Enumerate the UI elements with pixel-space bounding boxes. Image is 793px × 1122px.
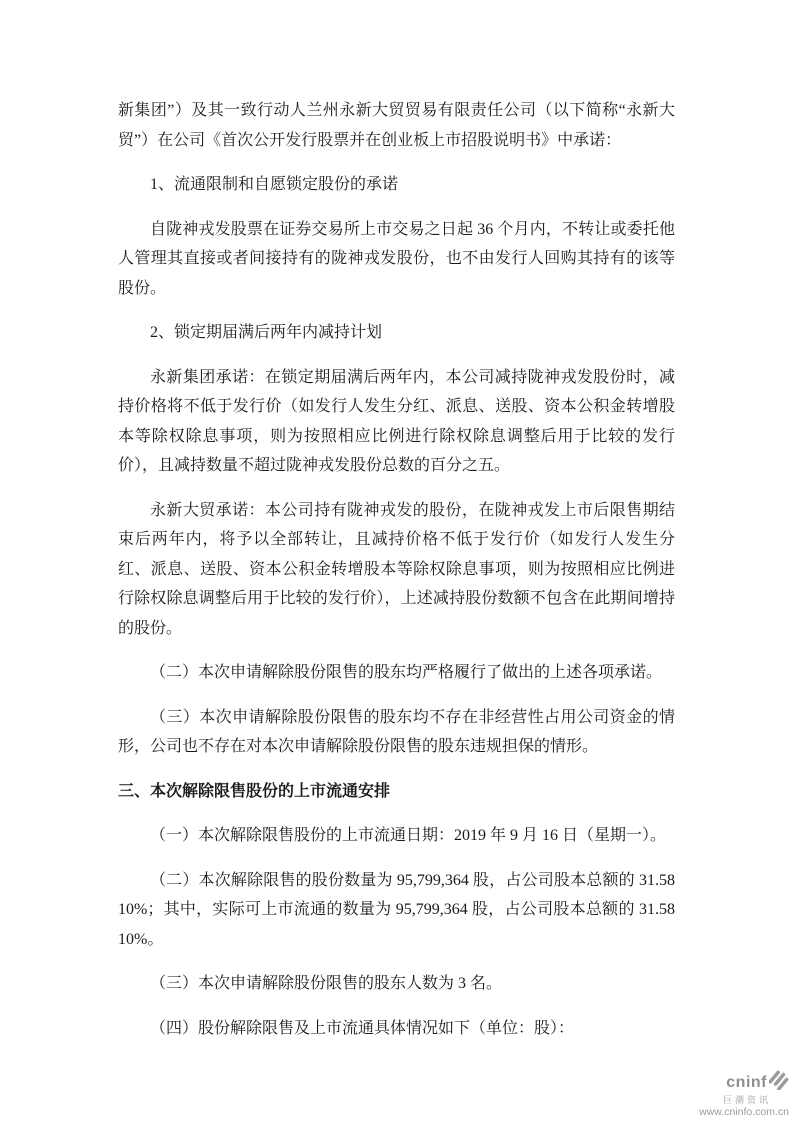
document-body: [118, 96, 675, 1058]
paragraph-yongxin-damao-commitment: 永新大贸承诺：本公司持有陇神戎发的股份，在陇神戎发上市后限售期结束后两年内，将予以全部转让，且减持价格不低于发行价（如发行人发生分红、派息、送股、资本公积金转增股本等除权除息事项，则为按照相应比例进行除权除息调整后用于比较的发行价），上述减持股份数额不包含在此期间增持的股份。: [118, 501, 675, 637]
cninfo-logo: [649, 1070, 789, 1095]
paragraph-commitment-intro: 新集团”）及其一致行动人兰州永新大贸贸易有限责任公司（以下简称“永新大贸”）在公司《首次公开发行股票并在创业板上市招股说明书》中承诺：: [118, 102, 675, 149]
cninfo-url: www.cninfo.com.cn: [699, 1106, 789, 1119]
subheading-reduction-plan: 2、锁定期届满后两年内减持计划: [150, 324, 383, 341]
paragraph-share-quantity: （二）本次解除限售的股份数量为 95,799,364 股，占公司股本总额的 31.5810%；其中，实际可上市流通的数量为 95,799,364 股，占公司股本总额的 31.5810%。: [118, 871, 675, 948]
cninfo-brand-cn: 巨潮资讯: [722, 1094, 771, 1105]
cninfo-watermark: [649, 1070, 789, 1119]
paragraph-item-3-no-misappropriation: （三）本次申请解除股份限售的股东均不存在非经营性占用公司资金的情形，公司也不存在对本次申请解除股份限售的股东违规担保的情形。: [118, 708, 675, 755]
paragraph-item-2-compliance: （二）本次申请解除股份限售的股东均严格履行了做出的上述各项承诺。: [150, 664, 663, 681]
cninfo-logo-text: cninf: [726, 1073, 767, 1091]
cninfo-swirl-icon: [769, 1070, 789, 1095]
paragraph-shareholder-count: （三）本次申请解除股份限售的股东人数为 3 名。: [150, 975, 503, 992]
paragraph-lockup-36-months: 自陇神戎发股票在证券交易所上市交易之日起 36 个月内，不转让或委托他人管理其直接或者间接持有的陇神戎发股份，也不由发行人回购其持有的该等股份。: [118, 220, 675, 297]
subheading-lockup-commitment: 1、流通限制和自愿锁定股份的承诺: [150, 176, 399, 193]
paragraph-table-intro: （四）股份解除限售及上市流通具体情况如下（单位：股）：: [150, 1019, 575, 1037]
paragraph-listing-date: （一）本次解除限售股份的上市流通日期：2019 年 9 月 16 日（星期一）。: [150, 827, 667, 844]
paragraph-yongxin-group-commitment: 永新集团承诺：在锁定期届满后两年内，本公司减持陇神戎发股份时，减持价格将不低于发行价（如发行人发生分红、派息、送股、资本公积金转增股本等除权除息事项，则为按照相应比例进行除权除息调整后用于比较的发行价），且减持数量不超过陇神戎发股份总数的百分之五。: [118, 368, 675, 474]
section-heading-listing-arrangement: 三、本次解除限售股份的上市流通安排: [118, 782, 391, 800]
